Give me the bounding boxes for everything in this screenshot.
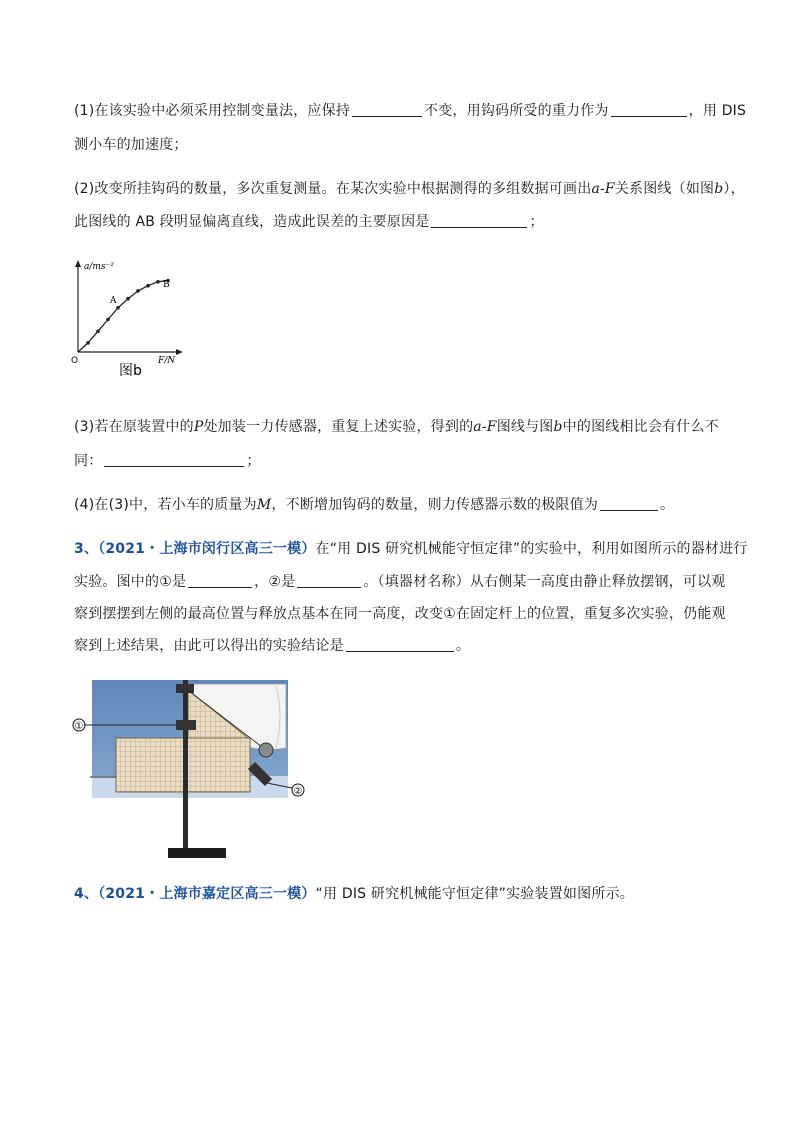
problem3-line2: 实验。图中的①是 ，②是 。（填器材名称）从右侧某一高度由静止释放摆钢，可以观 xyxy=(74,574,726,590)
data-point xyxy=(86,341,90,345)
point-b-label: B xyxy=(163,280,170,290)
problem4-line: 4、（2021・上海市嘉定区高三一模）“用 DIS 研究机械能守恒定律”实验装置如图所示。 xyxy=(74,886,634,902)
stand-base xyxy=(168,848,226,858)
answer-blank[interactable] xyxy=(611,102,687,117)
data-point xyxy=(146,284,150,288)
apparatus-photo xyxy=(70,676,310,862)
sensor-1-clamp xyxy=(176,720,196,730)
data-point xyxy=(106,318,110,322)
answer-blank[interactable] xyxy=(297,573,361,588)
problem3-line4: 察到上述结果，由此可以得出的实验结论是 。 xyxy=(74,638,471,654)
q2-line1: (2)改变所挂钩码的数量，多次重复测量。在某次实验中根据测得的多组数据可画出a-F关系图线（如图b）， xyxy=(74,181,745,197)
data-point xyxy=(96,329,100,333)
label-1: ① xyxy=(74,721,84,732)
answer-blank[interactable] xyxy=(188,573,252,588)
problem4-source: （2021・上海市嘉定区高三一模） xyxy=(98,886,316,902)
label-2: ② xyxy=(293,786,303,797)
answer-blank[interactable] xyxy=(352,102,422,117)
a-F-curve xyxy=(78,281,168,353)
q3-line1: (3)若在原装置中的P处加装一力传感器，重复上述实验，得到的a-F图线与图b中的图线相比会有什么不 xyxy=(74,419,719,435)
data-point xyxy=(136,289,140,293)
point-a-label: A xyxy=(110,296,117,306)
y-axis-arrow xyxy=(75,260,81,267)
answer-blank[interactable] xyxy=(104,452,244,467)
data-point xyxy=(126,297,130,301)
figure-caption: 图b xyxy=(119,363,142,379)
answer-blank[interactable] xyxy=(346,637,454,652)
q1-line2: 测小车的加速度； xyxy=(74,137,188,153)
pendulum-bob xyxy=(259,743,273,757)
x-axis-arrow xyxy=(176,349,183,355)
problem3-line3: 察到摆摆到左侧的最高位置与释放点基本在同一高度，改变①在固定杆上的位置，重复多次实验，仍能观 xyxy=(74,606,726,622)
answer-blank[interactable] xyxy=(600,496,658,511)
problem3-source: （2021・上海市闵行区高三一模） xyxy=(98,541,316,557)
q1-line1: (1)在该实验中必须采用控制变量法，应保持 不变，用钩码所受的重力作为 ，用 DIS xyxy=(74,103,747,119)
q2-line2: 此图线的 AB 段明显偏离直线，造成此误差的主要原因是 ； xyxy=(74,214,544,230)
stand-rod xyxy=(183,680,188,854)
x-axis-label: F/N xyxy=(158,356,176,366)
q3-line2: 同： ； xyxy=(74,453,261,469)
problem3-line1: 3、（2021・上海市闵行区高三一模）在“用 DIS 研究机械能守恒定律”的实验中，利用如图所示的器材进行 xyxy=(74,541,748,557)
answer-blank[interactable] xyxy=(431,213,527,228)
data-point xyxy=(156,280,160,284)
y-axis-label: a/ms⁻² xyxy=(84,262,114,272)
data-point xyxy=(116,306,120,310)
figure-b-graph xyxy=(70,258,190,380)
q4-line: (4)在(3)中，若小车的质量为M，不断增加钩码的数量，则力传感器示数的极限值为 。 xyxy=(74,497,675,513)
origin-label: O xyxy=(71,356,79,366)
